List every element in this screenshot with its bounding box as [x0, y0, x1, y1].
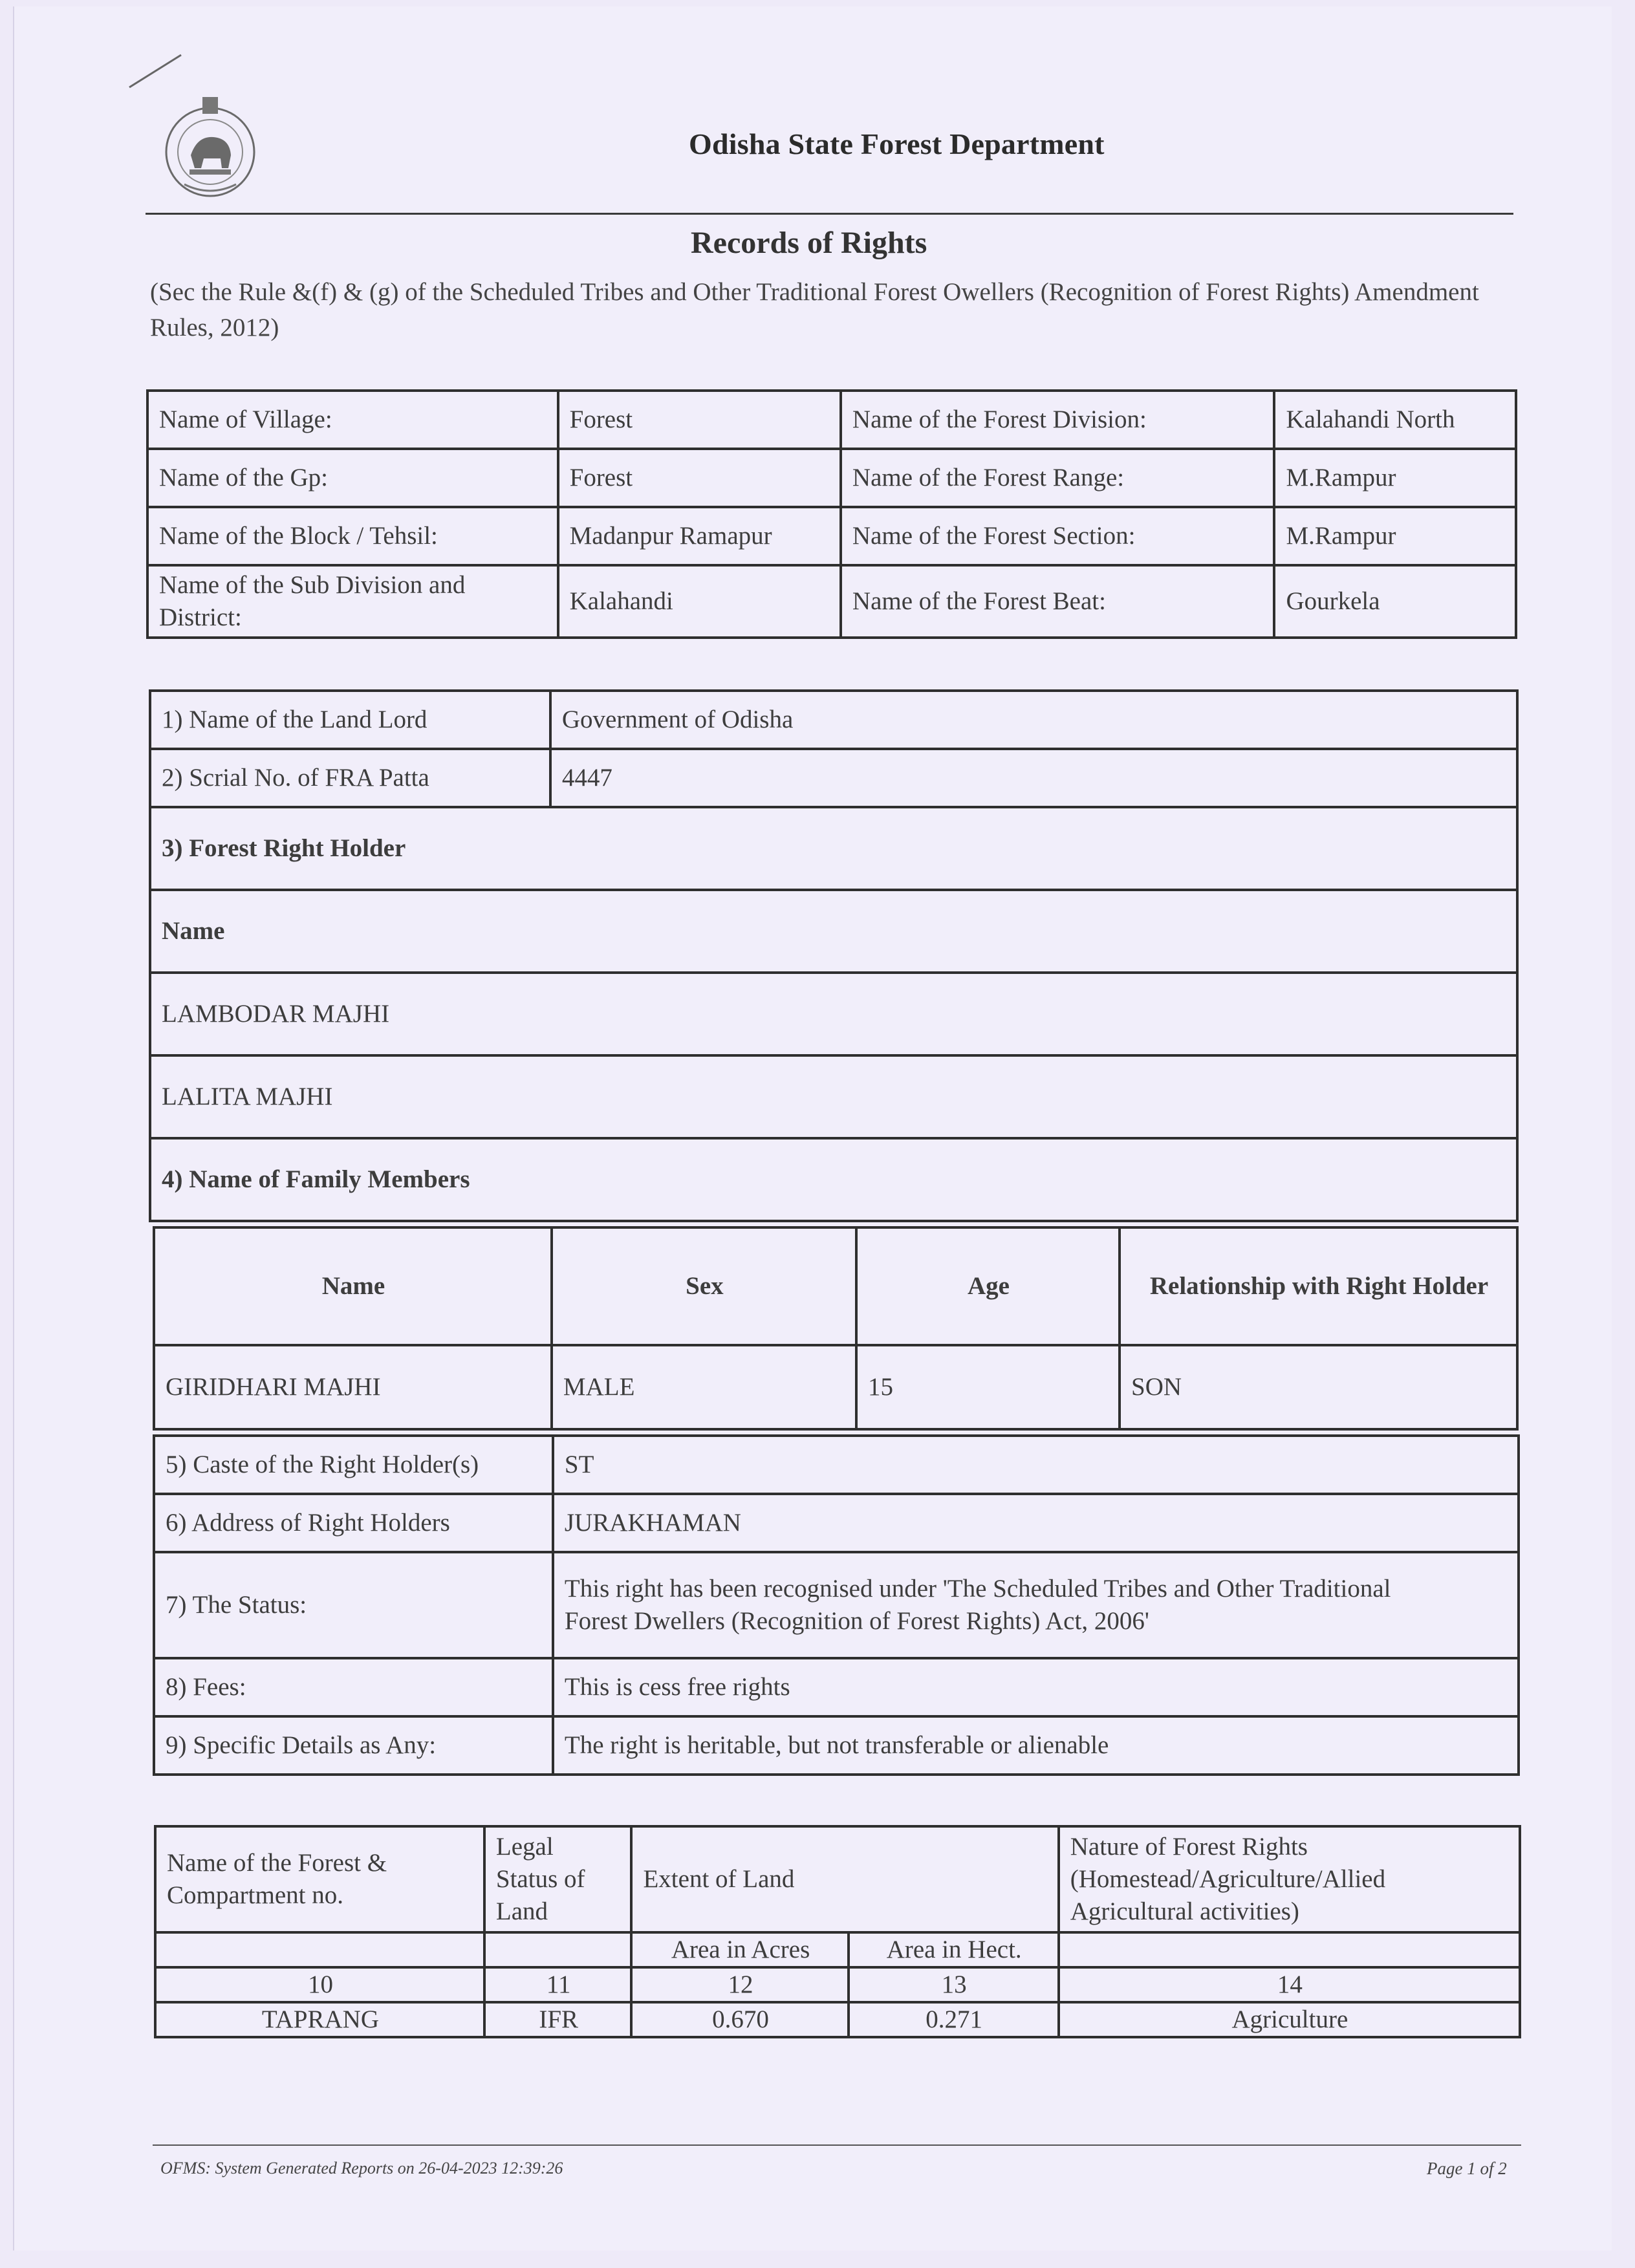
table-row: [147, 449, 1516, 507]
department-title: Odisha State Forest Department: [689, 127, 1105, 160]
family-member-age: 15: [856, 1345, 1120, 1429]
table-row: [155, 1932, 1520, 1967]
serial-value: 4447: [550, 749, 1517, 807]
table-row: [147, 507, 1516, 565]
status-table: [153, 1434, 1520, 1776]
column-number: 13: [849, 1967, 1059, 2002]
pencil-mark: [126, 52, 184, 91]
table-row: [150, 807, 1517, 890]
footer-generated-text: OFMS: System Generated Reports on 26-04-2023 12:39:26: [160, 2159, 563, 2177]
division-value: Kalahandi North: [1274, 391, 1516, 449]
section-value: M.Rampur: [1274, 507, 1516, 565]
holder-heading: 3) Forest Right Holder: [150, 807, 1517, 890]
page-number: Page 1 of 2: [1427, 2159, 1507, 2178]
land-legal-status: IFR: [484, 2002, 632, 2037]
table-row: [155, 2002, 1520, 2037]
table-row: [155, 1967, 1520, 2002]
status-value: [553, 1552, 1519, 1658]
column-number: 14: [1059, 1967, 1520, 2002]
land-header-nature: Nature of Forest Rights (Homestead/Agriculture/Allied Agricultural activities): [1059, 1826, 1520, 1932]
status-line: Forest Dwellers (Recognition of Forest Rights) Act, 2006': [564, 1607, 1149, 1635]
gp-value: Forest: [558, 449, 841, 507]
land-header-legal: Legal Status of Land: [484, 1826, 632, 1932]
address-value: JURAKHAMAN: [553, 1494, 1519, 1552]
holder-name: LALITA MAJHI: [150, 1055, 1517, 1138]
table-row: [154, 1658, 1519, 1716]
table-row: [150, 1055, 1517, 1138]
table-row: [150, 691, 1517, 749]
block-value: Madanpur Ramapur: [558, 507, 841, 565]
range-label: Name of the Forest Range:: [841, 449, 1275, 507]
fees-value: This is cess free rights: [553, 1658, 1519, 1716]
table-row: [150, 890, 1517, 973]
subdivision-value: Kalahandi: [558, 565, 841, 638]
column-number: 11: [484, 1967, 632, 2002]
land-nature: Agriculture: [1059, 2002, 1520, 2037]
status-label: 7) The Status:: [154, 1552, 553, 1658]
table-row: [154, 1494, 1519, 1552]
column-number: 10: [155, 1967, 484, 2002]
land-area-acres: 0.670: [631, 2002, 848, 2037]
family-members-table: [153, 1226, 1519, 1431]
table-row: [147, 391, 1516, 449]
odisha-emblem-icon: [158, 91, 262, 200]
land-header-extent: Extent of Land: [631, 1826, 1058, 1932]
caste-value: ST: [553, 1436, 1519, 1494]
family-header-name: Name: [154, 1227, 552, 1345]
serial-label: 2) Scrial No. of FRA Patta: [150, 749, 550, 807]
land-forest-name: TAPRANG: [155, 2002, 484, 2037]
land-header-forest: Name of the Forest & Compartment no.: [155, 1826, 484, 1932]
land-subheader-empty: [484, 1932, 632, 1967]
land-subheader-empty: [1059, 1932, 1520, 1967]
family-member-sex: MALE: [552, 1345, 856, 1429]
division-label: Name of the Forest Division:: [841, 391, 1275, 449]
document-title: Records of Rights: [691, 226, 927, 260]
table-row: [154, 1552, 1519, 1658]
location-table: [146, 389, 1517, 639]
name-heading: Name: [150, 890, 1517, 973]
land-header-acres: Area in Acres: [631, 1932, 848, 1967]
table-row: [154, 1345, 1517, 1429]
family-member-name: GIRIDHARI MAJHI: [154, 1345, 552, 1429]
landlord-label: 1) Name of the Land Lord: [150, 691, 550, 749]
specific-label: 9) Specific Details as Any:: [154, 1716, 553, 1775]
family-header-sex: Sex: [552, 1227, 856, 1345]
table-row: [147, 565, 1516, 638]
table-row: [150, 749, 1517, 807]
document-subtitle: (Sec the Rule &(f) & (g) of the Scheduled Tribes and Other Traditional Forest Owellers (Recognition of Forest Rights) Amendment Rules, 2012): [150, 278, 1479, 341]
status-line: This right has been recognised under 'The Scheduled Tribes and Other Traditional: [564, 1575, 1391, 1603]
fees-label: 8) Fees:: [154, 1658, 553, 1716]
table-row: [154, 1227, 1517, 1345]
rights-details-table: [149, 689, 1519, 1222]
holder-name: LAMBODAR MAJHI: [150, 973, 1517, 1055]
land-subheader-empty: [155, 1932, 484, 1967]
land-area-hect: 0.271: [849, 2002, 1059, 2037]
block-label: Name of the Block / Tehsil:: [147, 507, 558, 565]
table-row: [150, 1138, 1517, 1221]
address-label: 6) Address of Right Holders: [154, 1494, 553, 1552]
caste-label: 5) Caste of the Right Holder(s): [154, 1436, 553, 1494]
table-row: [154, 1436, 1519, 1494]
beat-value: Gourkela: [1274, 565, 1516, 638]
village-label: Name of Village:: [147, 391, 558, 449]
landlord-value: Government of Odisha: [550, 691, 1517, 749]
family-member-relationship: SON: [1120, 1345, 1517, 1429]
beat-label: Name of the Forest Beat:: [841, 565, 1275, 638]
land-table: [154, 1825, 1521, 2038]
gp-label: Name of the Gp:: [147, 449, 558, 507]
footer-divider: [153, 2144, 1521, 2146]
header-divider: [146, 213, 1513, 215]
table-row: [150, 973, 1517, 1055]
table-row: [155, 1826, 1520, 1932]
land-header-hect: Area in Hect.: [849, 1932, 1059, 1967]
table-row: [154, 1716, 1519, 1775]
section-label: Name of the Forest Section:: [841, 507, 1275, 565]
subdivision-label: Name of the Sub Division and District:: [147, 565, 558, 638]
family-header-age: Age: [856, 1227, 1120, 1345]
family-header-relationship: Relationship with Right Holder: [1120, 1227, 1517, 1345]
village-value: Forest: [558, 391, 841, 449]
family-heading: 4) Name of Family Members: [150, 1138, 1517, 1221]
range-value: M.Rampur: [1274, 449, 1516, 507]
specific-value: The right is heritable, but not transferable or alienable: [553, 1716, 1519, 1775]
column-number: 12: [631, 1967, 848, 2002]
